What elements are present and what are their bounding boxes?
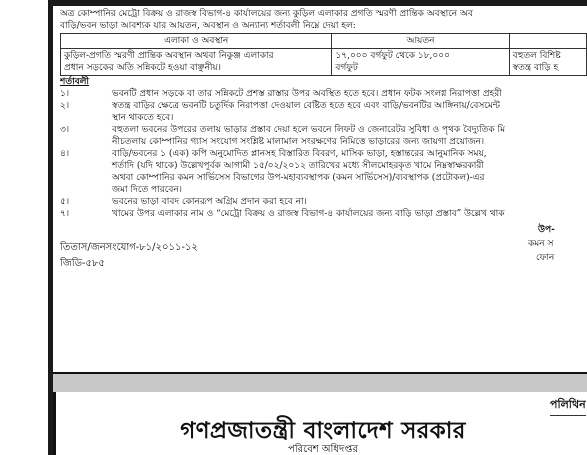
term-item xyxy=(60,100,587,124)
term-item xyxy=(60,88,587,100)
term-number: ২। xyxy=(60,101,70,111)
term-line: নীচতলায় কোম্পানির গ্যাস সংযোগ সংশ্লিষ্ট মালামাল সংরক্ষণের নিমিত্তে ভাড়ারের জন্য জায়গা প্রয়োজন। xyxy=(112,137,485,147)
intro-line-2: বাড়ি/ভবন ভাড়া আবশ্যক যার আয়তন, অবস্থান ও অন্যান্য শর্তাবলী নিম্নে দেয়া হল: xyxy=(60,21,356,31)
term-number: ১। xyxy=(60,89,70,99)
requirements-table xyxy=(60,33,587,76)
term-line: খামের উপর এলাকার নাম ও “মেট্রো বিক্রয় ও রাজস্ব বিভাগ-৪ কার্যালয়ের জন্য বাড়ি ভাড়া প্রস্তাব” উল্লেখ থাক xyxy=(112,209,505,219)
reference-number: তিতাস/জনসংযোগ-৮১/২০১১-১২ xyxy=(60,242,198,253)
term-number: ৩। xyxy=(60,125,70,135)
table-row xyxy=(61,49,587,76)
location-cell xyxy=(61,49,332,76)
area-line-1: ১৭,০০০ বর্গফুট থেকে ১৮,০০০ xyxy=(335,51,450,61)
term-line: ভবনের ভাড়া বাবদ কোনরূপ অগ্রিম প্রদান করা হবে না। xyxy=(112,197,307,207)
term-number: ৫। xyxy=(60,197,70,207)
notice-tag: পলিথিন xyxy=(550,396,586,416)
terms-title: শর্তাবলী xyxy=(60,77,89,87)
house-rent-notice xyxy=(60,8,587,370)
term-item xyxy=(60,124,587,148)
term-line: স্থান থাকতে হবে। xyxy=(112,113,174,123)
signature-block xyxy=(60,220,587,276)
term-line: বহুতলা ভবনের উপরের তলায় ভাড়ার প্রস্তাব দেয়া হলে ভবনে লিফট ও জেনারেটর সুবিধা ও পৃথক বৈদ্যুতিক মি xyxy=(112,125,506,135)
table-header-location: এলাকা ও অবস্থান xyxy=(61,34,332,49)
term-line: ভবনটি প্রধান সড়কে বা তার সন্নিকটে প্রশস্ত রাস্তার উপর অবস্থিত হতে হবে। প্রধান ফটক সংলগ্ন নিরাপত্তা প্রহরী xyxy=(112,89,502,99)
department-name: পরিবেশ অধিদপ্তর xyxy=(288,444,358,455)
area-line-2: বর্গফুট xyxy=(335,63,358,73)
term-line: জমা দিতে পারবেন। xyxy=(112,185,182,195)
signatory-phone: ফোন xyxy=(536,253,555,263)
govt-notice xyxy=(53,392,587,455)
location-line-2: প্রধান সড়কের অতি সন্নিকটে হওয়া বাঞ্ছনীয়। xyxy=(64,63,221,73)
other-line-1: বহুতল বিশিষ্ট xyxy=(512,51,561,61)
term-line: অথবা কোম্পানির কমন সার্ভিসেস বিভাগের উপ-মহাব্যবস্থাপক (কমন সার্ভিসেস)/ব্যবস্থাপক (প্রটোকল)-এর xyxy=(112,173,485,183)
table-header-row xyxy=(61,34,587,49)
term-item xyxy=(60,196,587,208)
term-item xyxy=(60,208,587,220)
term-number: ৭। xyxy=(60,209,70,219)
term-line: বাড়ি/ভবনের ১ (এক) কপি অনুমোদিত প্লানসহ বিস্তারিত বিবরণ, মাসিক ভাড়া, হস্তান্তরের আনুমানিক সময়, xyxy=(112,149,487,159)
intro-line-1: অত্র কোম্পানির মেট্রো বিক্রয় ও রাজস্ব বিভাগ-৪ কার্যালয়ের জন্য কুড়িল এলাকার প্রগতি স্মরণী প্রান্তিক অবস্থানে অব xyxy=(60,9,473,19)
other-cell xyxy=(509,49,586,76)
header-strip xyxy=(53,0,587,6)
gd-number: জিডি-৫৮৫ xyxy=(60,258,105,269)
term-item xyxy=(60,148,587,196)
term-line: স্বতন্ত্র বাড়ির ক্ষেত্রে ভবনটি চতুর্দিক নিরাপত্তা দেওয়াল বেষ্টিত হতে হবে এবং বাড়ি/ভবনটির আঙ্গিনায়/বেসমেন্ট xyxy=(112,101,500,111)
term-number: ৪। xyxy=(60,149,70,159)
other-line-2: স্বতন্ত্র বাড়ি হ xyxy=(512,63,559,73)
ad-divider xyxy=(53,372,587,392)
signatory-designation: উপ- xyxy=(538,225,555,235)
govt-title: গণপ্রজাতন্ত্রী বাংলাদেশ সরকার xyxy=(180,417,466,444)
signatory-department: কমন স xyxy=(528,239,554,249)
notice-intro xyxy=(60,8,587,32)
location-line-1: কুড়িল-প্রগতি স্মরণী প্রান্তিক অবস্থান অথবা নিকুঞ্জ এলাকার xyxy=(64,51,274,61)
area-cell xyxy=(332,49,509,76)
table-header-area: আয়তন xyxy=(332,34,509,49)
term-line: শর্তাদি (যদি থাকে) উল্লেখপূর্বক আগামী ১৫/০২/২০১২ তারিখের মধ্যে সীলমোহরকৃত খামে নিম্নস্বাক্ষরকারী xyxy=(112,161,484,171)
table-header-other xyxy=(509,34,586,49)
